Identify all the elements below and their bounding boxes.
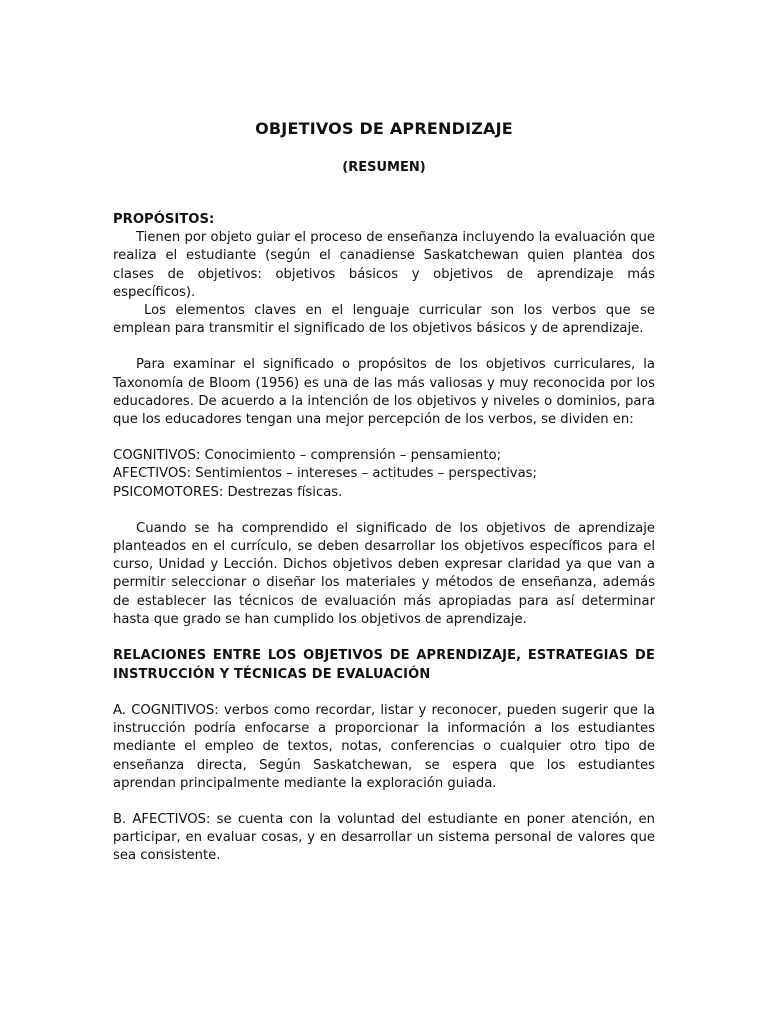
section-heading-propositos: PROPÓSITOS: — [113, 212, 215, 227]
domain-item-afectivos: AFECTIVOS: Sentimientos – intereses – actitudes – perspectivas; — [113, 466, 537, 482]
document-body — [113, 211, 655, 866]
paragraph-propositos-1: Tienen por objeto guiar el proceso de enseñanza incluyendo la evaluación que realiza el estudiante (según el canadiense Saskatchewan quien plantea dos clases de objetivos: objetivos básicos y objetivos de aprendizaje más específicos). — [113, 230, 656, 300]
paragraph-cognitivos: A. COGNITIVOS: verbos como recordar, listar y reconocer, pueden sugerir que la instrucción podría enfocarse a proporcionar la información a los estudiantes mediante el empleo de textos, notas, conferencias o cualquier otro tipo de enseñanza directa, Según Saskatchewan, se espera que los estudiantes aprendan principalmente mediante la exploración guiada. — [113, 703, 655, 791]
document-title: OBJETIVOS DE APRENDIZAJE — [255, 119, 513, 138]
paragraph-propositos-2: Los elementos claves en el lenguaje curricular son los verbos que se emplean para transmitir el significado de los objetivos básicos y de aprendizaje. — [113, 303, 655, 337]
section-heading-relaciones: RELACIONES ENTRE LOS OBJETIVOS DE APRENDIZAJE, ESTRATEGIAS DE INSTRUCCIÓN Y TÉCNICAS DE EVALUACIÓN — [113, 648, 655, 682]
paragraph-propositos-3: Para examinar el significado o propósitos de los objetivos curriculares, la Taxonomía de Bloom (1956) es una de las más valiosas y muy reconocida por los educadores. De acuerdo a la intención de los objetivos y niveles o dominios, para que los educadores tengan una mejor percepción de los verbos, se dividen en: — [113, 357, 655, 428]
document-subtitle: (RESUMEN) — [342, 160, 426, 175]
domain-item-psicomotores: PSICOMOTORES: Destrezas físicas. — [113, 484, 343, 500]
paragraph-afectivos: B. AFECTIVOS: se cuenta con la voluntad del estudiante en poner atención, en participar, en evaluar cosas, y en desarrollar un sistema personal de valores que sea consistente. — [113, 812, 655, 864]
domain-item-cognitivos: COGNITIVOS: Conocimiento – comprensión – pensamiento; — [113, 448, 502, 464]
paragraph-objetivos-especificos: Cuando se ha comprendido el significado de los objetivos de aprendizaje planteados en el currículo, se deben desarrollar los objetivos específicos para el curso, Unidad y Lección. Dichos objetivos deben expresar claridad ya que van a permitir seleccionar o diseñar los materiales y métodos de enseñanza, además de establecer las técnicos de evaluación más apropiadas para así determinar hasta que grado se han cumplido los objetivos de aprendizaje. — [113, 520, 655, 627]
